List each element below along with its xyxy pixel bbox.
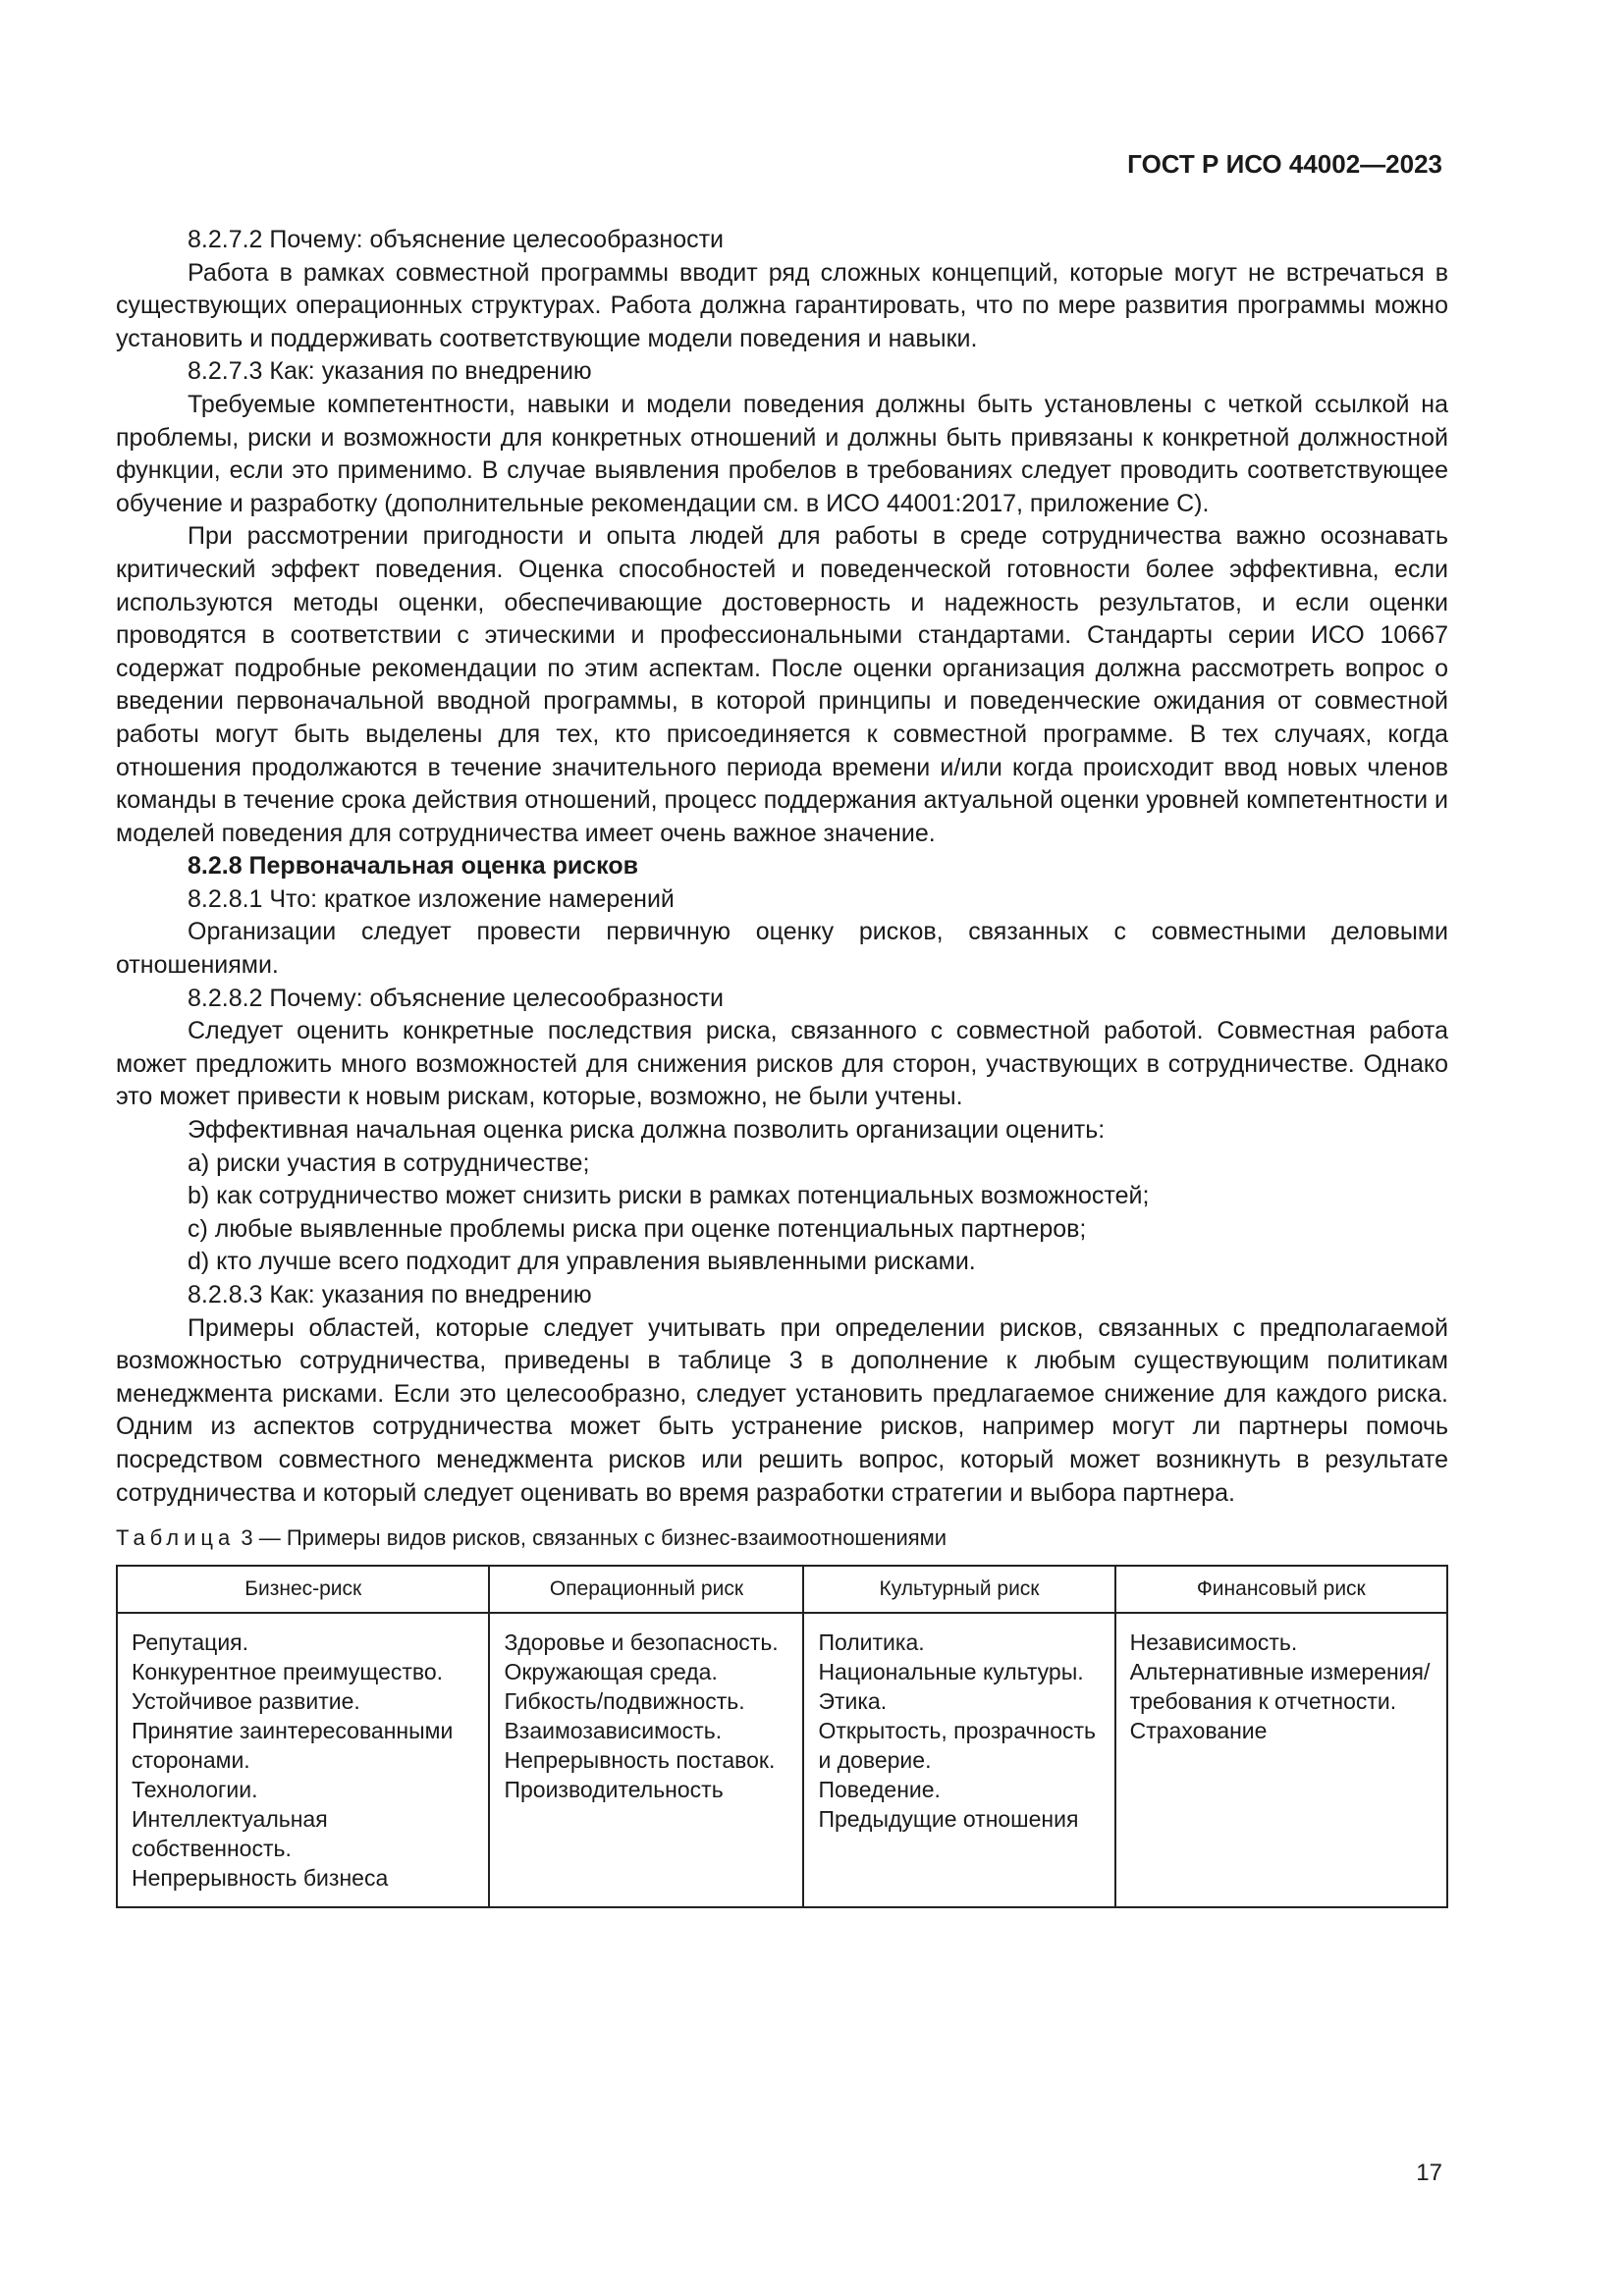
- table-header-row: [117, 1566, 1447, 1613]
- table-cell-item: Политика.: [818, 1629, 925, 1656]
- document-header: ГОСТ Р ИСО 44002—2023: [1127, 149, 1442, 179]
- table-cell-item: Взаимозависимость.: [504, 1718, 723, 1744]
- table-cell-item: Непрерывность поставок.: [504, 1747, 776, 1774]
- table-header-cell: Финансовый риск: [1115, 1566, 1447, 1613]
- table-header-cell: Культурный риск: [803, 1566, 1114, 1613]
- document-body: [116, 224, 1448, 1908]
- table-header-cell: Операционный риск: [489, 1566, 803, 1613]
- list-item: d) кто лучше всего подходит для управления выявленными рисками.: [188, 1248, 976, 1276]
- table-cell-item: Непрерывность бизнеса: [132, 1865, 389, 1892]
- table-cell-item: Гибкость/подвижность.: [504, 1688, 745, 1715]
- section-heading: 8.2.8 Первоначальная оценка рисков: [188, 852, 638, 881]
- paragraph: 8.2.7.2 Почему: объяснение целесообразности: [188, 226, 725, 253]
- paragraph: Примеры областей, которые следует учитывать при определении рисков, связанных с предполагаемой возможностью сотрудничества, приведены в таблице 3 в дополнение к любым существующим политикам менеджмента рисками. Если это целесообразно, следует установить предлагаемое снижение для каждого риска. Одним из аспектов сотрудничества может быть устранение рисков, например могут ли партнеры помочь посредством совместного менеджмента рисков или решить вопрос, который может возникнуть в результате сотрудничества и который следует оценивать во время разработки стратегии и выбора партнера.: [116, 1313, 1448, 1507]
- table-cell-item: Окружающая среда.: [504, 1659, 718, 1685]
- table-cell-item: Репутация.: [132, 1629, 249, 1656]
- paragraph: Требуемые компетентности, навыки и модели поведения должны быть установлены с четкой ссылкой на проблемы, риски и возможности для конкретных отношений и должны быть привязаны к конкретной должностной функции, если это применимо. В случае выявления пробелов в требованиях следует проводить соответствующее обучение и разработку (дополнительные рекомендации см. в ИСО 44001:2017, приложение С).: [116, 390, 1448, 517]
- paragraph: Работа в рамках совместной программы вводит ряд сложных концепций, которые могут не встречаться в существующих операционных структурах. Работа должна гарантировать, что по мере развития программы можно установить и поддерживать соответствующие модели поведения и навыки.: [116, 258, 1448, 352]
- table-cell-item: Страхование: [1129, 1718, 1268, 1744]
- table-header-cell: Бизнес-риск: [117, 1566, 489, 1613]
- table-cell-item: Поведение.: [818, 1777, 941, 1803]
- table-cell-item: Национальные культуры.: [818, 1659, 1084, 1685]
- table-cell-item: Открытость, прозрачность и доверие.: [818, 1718, 1097, 1774]
- table-cell-item: Этика.: [818, 1688, 888, 1715]
- table-cell: [803, 1613, 1114, 1907]
- paragraph: 8.2.8.3 Как: указания по внедрению: [188, 1281, 592, 1308]
- table-cell-item: Технологии.: [132, 1777, 258, 1803]
- table-cell-item: Конкурентное преимущество.: [132, 1659, 444, 1685]
- paragraph: Следует оценить конкретные последствия риска, связанного с совместной работой. Совместная работа может предложить много возможностей для снижения рисков для сторон, участвующих в сотрудничестве. Однако это может привести к новым рискам, которые, возможно, не были учтены.: [116, 1017, 1448, 1111]
- list-item: a) риски участия в сотрудничестве;: [188, 1148, 590, 1177]
- table-cell-item: Принятие заинтересованными сторонами.: [132, 1718, 454, 1774]
- table-caption: [116, 1523, 1448, 1553]
- table-cell-item: Альтернативные измерения/требования к отчетности.: [1129, 1659, 1431, 1715]
- page-number: 17: [1416, 2160, 1442, 2186]
- table-cell-item: Производительность: [504, 1777, 724, 1803]
- list-item: c) любые выявленные проблемы риска при оценке потенциальных партнеров;: [188, 1214, 1087, 1243]
- list-item: b) как сотрудничество может снизить риски в рамках потенциальных возможностей;: [188, 1182, 1150, 1210]
- risk-types-table: [116, 1565, 1448, 1908]
- table-row: [117, 1613, 1447, 1907]
- table-cell: [1115, 1613, 1447, 1907]
- table-cell-item: Интеллектуальная собственность.: [132, 1806, 328, 1862]
- table-cell-item: Предыдущие отношения: [818, 1806, 1079, 1833]
- paragraph: 8.2.7.3 Как: указания по внедрению: [188, 357, 592, 386]
- table-cell-item: Здоровье и безопасность.: [504, 1629, 779, 1656]
- paragraph: Эффективная начальная оценка риска должна позволить организации оценить:: [188, 1116, 1106, 1145]
- table-caption-text: 3 — Примеры видов рисков, связанных с бизнес-взаимоотношениями: [241, 1525, 947, 1551]
- table-cell-item: Независимость.: [1129, 1629, 1298, 1656]
- paragraph: Организации следует провести первичную оценку рисков, связанных с совместными деловыми отношениями.: [116, 918, 1448, 980]
- paragraph-list: [116, 224, 1448, 1510]
- table-caption-label: Таблица: [116, 1525, 236, 1551]
- table-cell: [489, 1613, 803, 1907]
- table-cell-item: Устойчивое развитие.: [132, 1688, 360, 1715]
- paragraph: 8.2.8.2 Почему: объяснение целесообразности: [188, 984, 725, 1012]
- paragraph: 8.2.8.1 Что: краткое изложение намерений: [188, 884, 675, 913]
- paragraph: При рассмотрении пригодности и опыта людей для работы в среде сотрудничества важно осознавать критический эффект поведения. Оценка способностей и поведенческой готовности более эффективна, если используются методы оценки, обеспечивающие достоверность и надежность результатов, и если оценки проводятся в соответствии с этическими и профессиональными стандартами. Стандарты серии ИСО 10667 содержат подробные рекомендации по этим аспектам. После оценки организация должна рассмотреть вопрос о введении первоначальной вводной программы, в которой принципы и поведенческие ожидания от совместной работы могут быть выделены для тех, кто присоединяется к совместной программе. В тех случаях, когда отношения продолжаются в течение значительного периода времени и/или когда происходит ввод новых членов команды в течение срока действия отношений, процесс поддержания актуальной оценки уровней компетентности и моделей поведения для сотрудничества имеет очень важное значение.: [116, 522, 1448, 847]
- table-cell: [117, 1613, 489, 1907]
